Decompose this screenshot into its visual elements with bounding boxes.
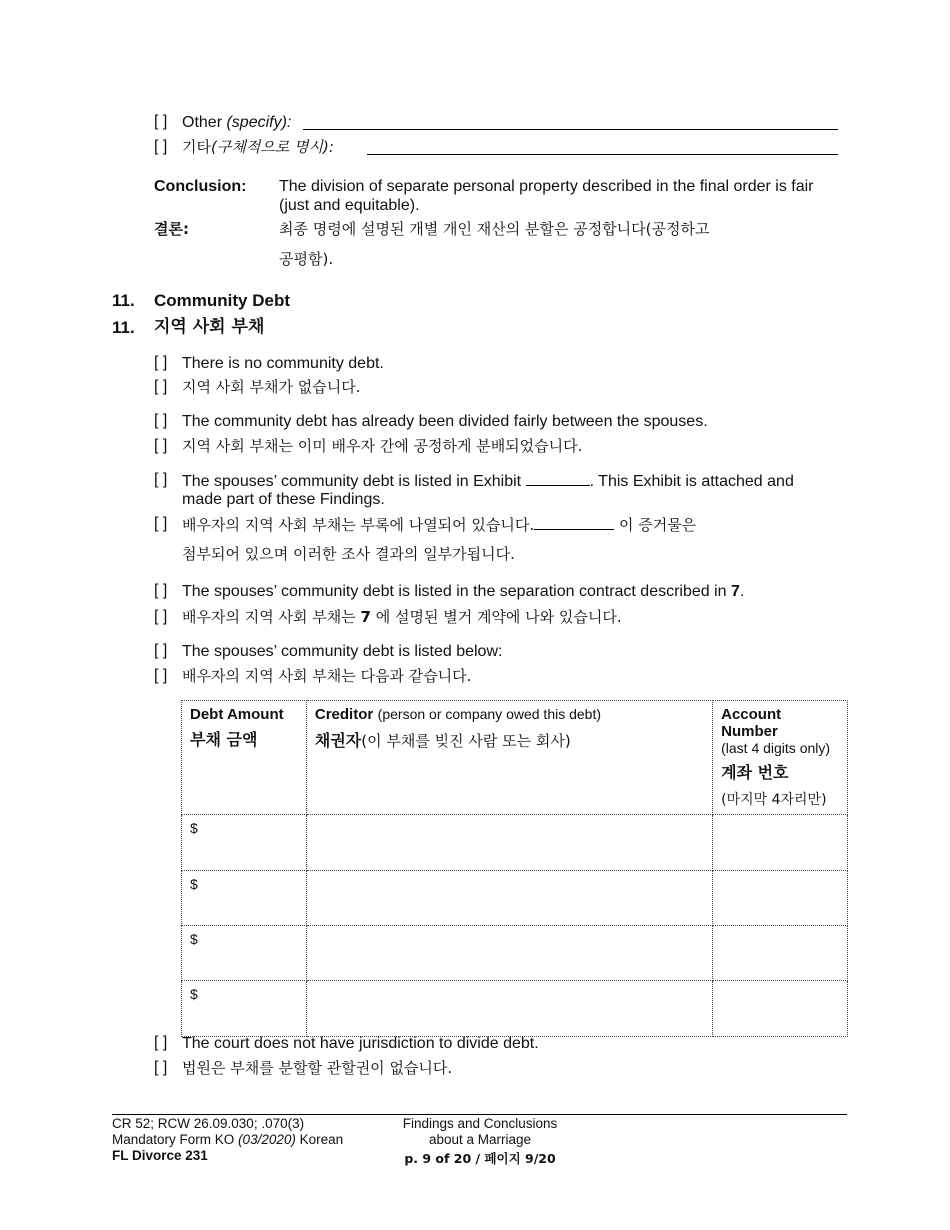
dollar-sign: $ bbox=[190, 986, 198, 1002]
conclusion-label: Conclusion: bbox=[154, 178, 247, 195]
nojuris-ko-checkbox[interactable]: [ ] bbox=[154, 1059, 168, 1076]
account-number-cell[interactable] bbox=[713, 815, 848, 871]
below-ko-text: 배우자의 지역 사회 부채는 다음과 같습니다. bbox=[182, 667, 472, 685]
contract-text: The spouses’ community debt is listed in the separation contract described in 7. bbox=[182, 583, 745, 600]
divided-ko-text: 지역 사회 부채는 이미 배우자 간에 공정하게 분배되었습니다. bbox=[182, 437, 583, 455]
other-en-fill-line[interactable] bbox=[303, 129, 838, 130]
header-account-number-ko: 계좌 번호 bbox=[721, 763, 789, 782]
divided-checkbox[interactable]: [ ] bbox=[154, 412, 168, 429]
below-text: The spouses’ community debt is listed below: bbox=[182, 643, 503, 660]
footer-form-id: Mandatory Form KO (03/2020) Korean bbox=[112, 1132, 344, 1147]
table-row bbox=[182, 981, 848, 1037]
other-ko-label: 기타(구체적으로 명시): bbox=[182, 138, 334, 156]
header-creditor-ko-sub: (이 부채를 빚진 사람 또는 회사) bbox=[361, 732, 571, 750]
dollar-sign: $ bbox=[190, 820, 198, 836]
debt-table bbox=[181, 700, 848, 1037]
contract-ko-checkbox[interactable]: [ ] bbox=[154, 608, 168, 625]
footer-left bbox=[112, 1116, 343, 1164]
section-number-ko: 11. bbox=[112, 318, 135, 337]
footer-doc-title-cont: about a Marriage bbox=[428, 1132, 532, 1147]
below-checkbox[interactable]: [ ] bbox=[154, 642, 168, 659]
other-ko-checkbox[interactable]: [ ] bbox=[154, 138, 168, 155]
contract-ko-text: 배우자의 지역 사회 부채는 7 에 설명된 별거 계약에 나와 있습니다. bbox=[182, 608, 622, 626]
section-title: Community Debt bbox=[154, 291, 290, 310]
exhibit-checkbox[interactable]: [ ] bbox=[154, 471, 168, 488]
header-creditor bbox=[306, 701, 712, 815]
exhibit-number-blank[interactable] bbox=[526, 471, 590, 486]
creditor-cell[interactable] bbox=[306, 815, 712, 871]
header-creditor-en-sub: (person or company owed this debt) bbox=[377, 706, 602, 722]
footer-citation: CR 52; RCW 26.09.030; .070(3) bbox=[112, 1116, 305, 1131]
no-debt-ko-text: 지역 사회 부채가 없습니다. bbox=[182, 378, 361, 396]
contract-checkbox[interactable]: [ ] bbox=[154, 582, 168, 599]
header-account-number-en: Account Number bbox=[721, 706, 782, 740]
debt-table-header bbox=[182, 701, 848, 815]
header-creditor-en: Creditor bbox=[314, 706, 374, 723]
nojuris-checkbox[interactable]: [ ] bbox=[154, 1034, 168, 1051]
creditor-cell[interactable] bbox=[306, 926, 712, 981]
no-debt-ko-checkbox[interactable]: [ ] bbox=[154, 378, 168, 395]
account-number-cell[interactable] bbox=[713, 926, 848, 981]
dollar-sign: $ bbox=[190, 931, 198, 947]
other-ko-fill-line[interactable] bbox=[367, 154, 838, 155]
account-number-cell[interactable] bbox=[713, 871, 848, 926]
footer-page-number: p. 9 of 20 / 페이지 9/20 bbox=[404, 1151, 556, 1166]
debt-amount-cell[interactable] bbox=[182, 871, 307, 926]
exhibit-ko-number-blank[interactable] bbox=[534, 515, 614, 530]
creditor-cell[interactable] bbox=[306, 981, 712, 1037]
conclusion-ko-line1: 최종 명령에 설명된 개별 개인 재산의 분할은 공정합니다(공정하고 bbox=[279, 220, 710, 238]
dollar-sign: $ bbox=[190, 876, 198, 892]
exhibit-ko-text: 배우자의 지역 사회 부채는 부록에 나열되어 있습니다. 이 증거물은 bbox=[182, 516, 697, 534]
debt-amount-cell[interactable] bbox=[182, 815, 307, 871]
debt-amount-cell[interactable] bbox=[182, 926, 307, 981]
nojuris-ko-text: 법원은 부채를 분할할 관할권이 없습니다. bbox=[182, 1059, 453, 1077]
section-title-ko: 지역 사회 부채 bbox=[154, 317, 265, 337]
table-row bbox=[182, 926, 848, 981]
divided-ko-checkbox[interactable]: [ ] bbox=[154, 437, 168, 454]
other-en-label: Other (specify): bbox=[182, 114, 292, 131]
section-number: 11. bbox=[112, 291, 135, 310]
table-row bbox=[182, 815, 848, 871]
other-en-checkbox[interactable]: [ ] bbox=[154, 113, 168, 130]
conclusion-text: The division of separate personal property described in the final order is fair (just and equitable). bbox=[279, 178, 814, 214]
exhibit-ko-checkbox[interactable]: [ ] bbox=[154, 515, 168, 532]
conclusion-ko-label: 결론: bbox=[154, 220, 189, 238]
account-number-cell[interactable] bbox=[713, 981, 848, 1037]
footer-rule bbox=[112, 1114, 847, 1115]
header-debt-amount bbox=[182, 701, 307, 815]
footer-form-number: FL Divorce 231 bbox=[112, 1148, 208, 1163]
header-account-number-en-sub: (last 4 digits only) bbox=[721, 740, 831, 756]
below-ko-checkbox[interactable]: [ ] bbox=[154, 667, 168, 684]
header-account-number-ko-sub: (마지막 4자리만) bbox=[721, 792, 827, 808]
exhibit-text: The spouses’ community debt is listed in Exhibit . This Exhibit is attached and bbox=[182, 473, 794, 490]
exhibit-text-cont: made part of these Findings. bbox=[182, 491, 385, 508]
exhibit-ko-text-cont: 첨부되어 있으며 이러한 조사 결과의 일부가됩니다. bbox=[182, 545, 515, 563]
nojuris-text: The court does not have jurisdiction to divide debt. bbox=[182, 1035, 539, 1052]
creditor-cell[interactable] bbox=[306, 871, 712, 926]
no-debt-text: There is no community debt. bbox=[182, 355, 384, 372]
header-account-number bbox=[713, 701, 848, 815]
footer-doc-title: Findings and Conclusions bbox=[402, 1116, 558, 1131]
divided-text: The community debt has already been divided fairly between the spouses. bbox=[182, 413, 708, 430]
no-debt-checkbox[interactable]: [ ] bbox=[154, 354, 168, 371]
footer-center bbox=[380, 1116, 580, 1167]
conclusion-ko-line2: 공평함). bbox=[279, 250, 334, 268]
header-debt-amount-ko: 부채 금액 bbox=[190, 730, 258, 749]
header-creditor-ko: 채권자 bbox=[314, 731, 362, 750]
debt-amount-cell[interactable] bbox=[182, 981, 307, 1037]
table-row bbox=[182, 871, 848, 926]
header-debt-amount-en: Debt Amount bbox=[190, 706, 284, 723]
